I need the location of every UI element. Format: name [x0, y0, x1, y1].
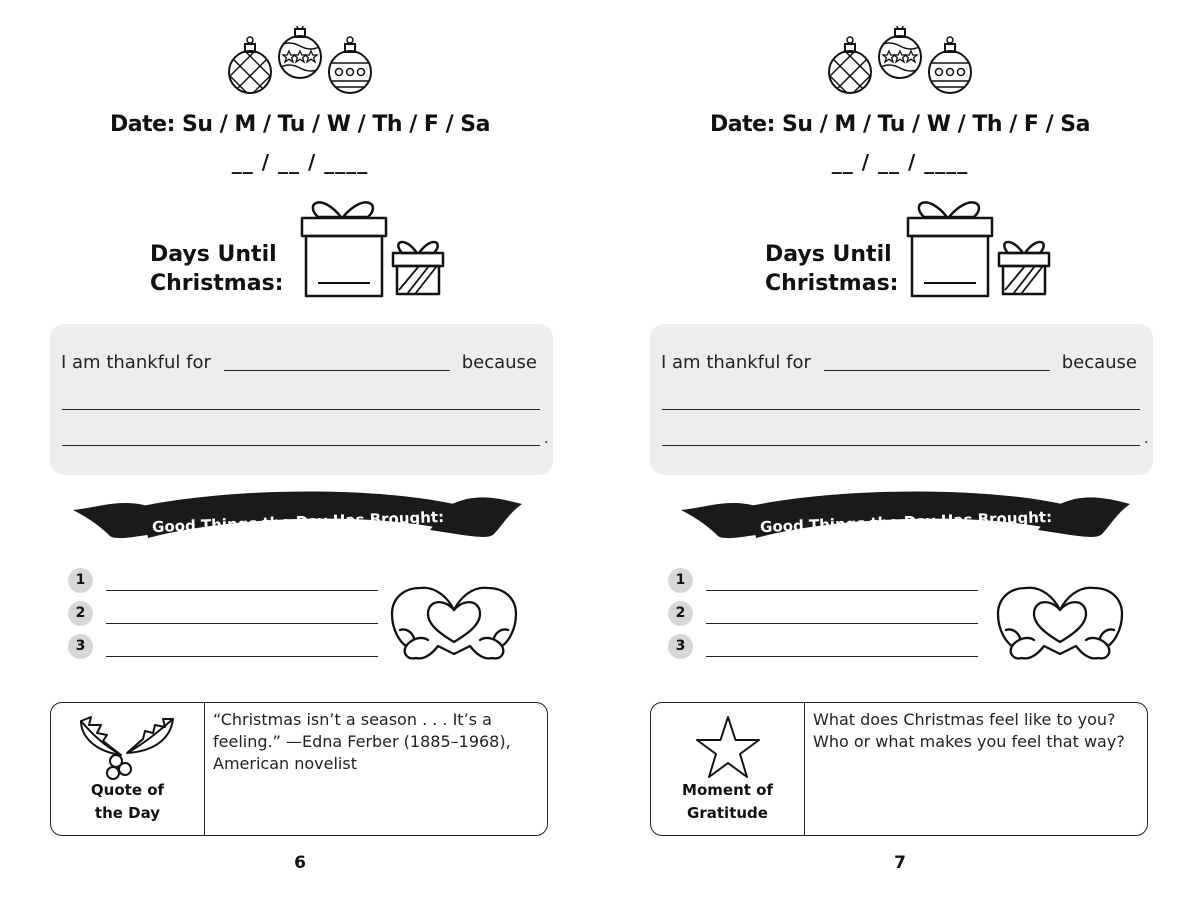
- holly-icon: [73, 713, 183, 783]
- item-number-badge: 2: [668, 601, 693, 626]
- box-divider: [204, 703, 205, 835]
- list-item: [668, 632, 988, 665]
- list-item: [68, 632, 388, 665]
- thankful-for-blank[interactable]: [224, 370, 450, 371]
- heart-hands-icon: [388, 580, 520, 662]
- reason-line-2[interactable]: [662, 445, 1140, 446]
- list-item: [668, 566, 988, 599]
- item-number-badge: 3: [668, 634, 693, 659]
- list-item: [68, 599, 388, 632]
- list-item: [668, 599, 988, 632]
- christmas-line: Christmas:: [150, 271, 284, 296]
- box-label-line-2: the Day: [94, 804, 161, 822]
- good-thing-line-1[interactable]: [706, 590, 978, 591]
- days-until-christmas-label: [765, 240, 905, 298]
- banner-title: Good Things the Day Has Brought:: [151, 507, 445, 537]
- good-things-list: [668, 566, 988, 665]
- ribbon-banner: [70, 490, 525, 560]
- ribbon-banner: [678, 490, 1133, 560]
- star-icon: [673, 713, 783, 783]
- page-number: 6: [294, 853, 306, 873]
- reason-line-1[interactable]: [62, 409, 540, 410]
- date-blank-field[interactable]: __ / __ / ____: [831, 150, 969, 174]
- christmas-line: Christmas:: [765, 271, 899, 296]
- page-number: 7: [894, 853, 906, 873]
- box-label-line-2: Gratitude: [687, 804, 768, 822]
- box-label-line-1: Moment of: [682, 781, 773, 799]
- good-things-list: [68, 566, 388, 665]
- box-label-line-1: Quote of: [90, 781, 165, 799]
- quote-text: “Christmas isn’t a season . . . It’s a feeling.” —Edna Ferber (1885–1968), American novelist: [213, 710, 511, 773]
- because-text: because: [1061, 352, 1137, 373]
- good-thing-line-1[interactable]: [106, 590, 378, 591]
- good-thing-line-3[interactable]: [706, 656, 978, 657]
- item-number-badge: 3: [68, 634, 93, 659]
- box-label: [651, 779, 804, 825]
- thankful-lead-text: I am thankful for: [661, 352, 811, 373]
- reason-period: .: [1144, 430, 1149, 447]
- list-item: [68, 566, 388, 599]
- reason-line-1[interactable]: [662, 409, 1140, 410]
- good-thing-line-2[interactable]: [706, 623, 978, 624]
- good-thing-line-3[interactable]: [106, 656, 378, 657]
- thankful-panel: [50, 324, 553, 475]
- because-text: because: [461, 352, 537, 373]
- days-until-line: Days Until: [150, 242, 277, 267]
- days-until-christmas-label: [150, 240, 290, 298]
- reason-line-2[interactable]: [62, 445, 540, 446]
- moment-of-gratitude-box: [650, 702, 1148, 836]
- quote-of-the-day-box: [50, 702, 548, 836]
- good-thing-line-2[interactable]: [106, 623, 378, 624]
- thankful-for-blank[interactable]: [824, 370, 1050, 371]
- gift-boxes-icon: [902, 190, 1057, 302]
- item-number-badge: 2: [68, 601, 93, 626]
- item-number-badge: 1: [68, 568, 93, 593]
- reason-period: .: [544, 430, 549, 447]
- box-label: [51, 779, 204, 825]
- gratitude-prompt-text: What does Christmas feel like to you? Who or what makes you feel that way?: [813, 710, 1125, 751]
- date-blank-field[interactable]: __ / __ / ____: [231, 150, 369, 174]
- journal-page-right: [600, 0, 1200, 900]
- gift-boxes-icon: [296, 190, 451, 302]
- item-number-badge: 1: [668, 568, 693, 593]
- date-weekday-label: Date: Su / M / Tu / W / Th / F / Sa: [710, 112, 1090, 137]
- ornaments-icon: [825, 26, 975, 101]
- days-until-line: Days Until: [765, 242, 892, 267]
- box-divider: [804, 703, 805, 835]
- thankful-lead-text: I am thankful for: [61, 352, 211, 373]
- thankful-panel: [650, 324, 1153, 475]
- date-weekday-label: Date: Su / M / Tu / W / Th / F / Sa: [110, 112, 490, 137]
- ornaments-icon: [225, 26, 375, 101]
- banner-title: Good Things the Day Has Brought:: [759, 507, 1053, 537]
- heart-hands-icon: [994, 580, 1126, 662]
